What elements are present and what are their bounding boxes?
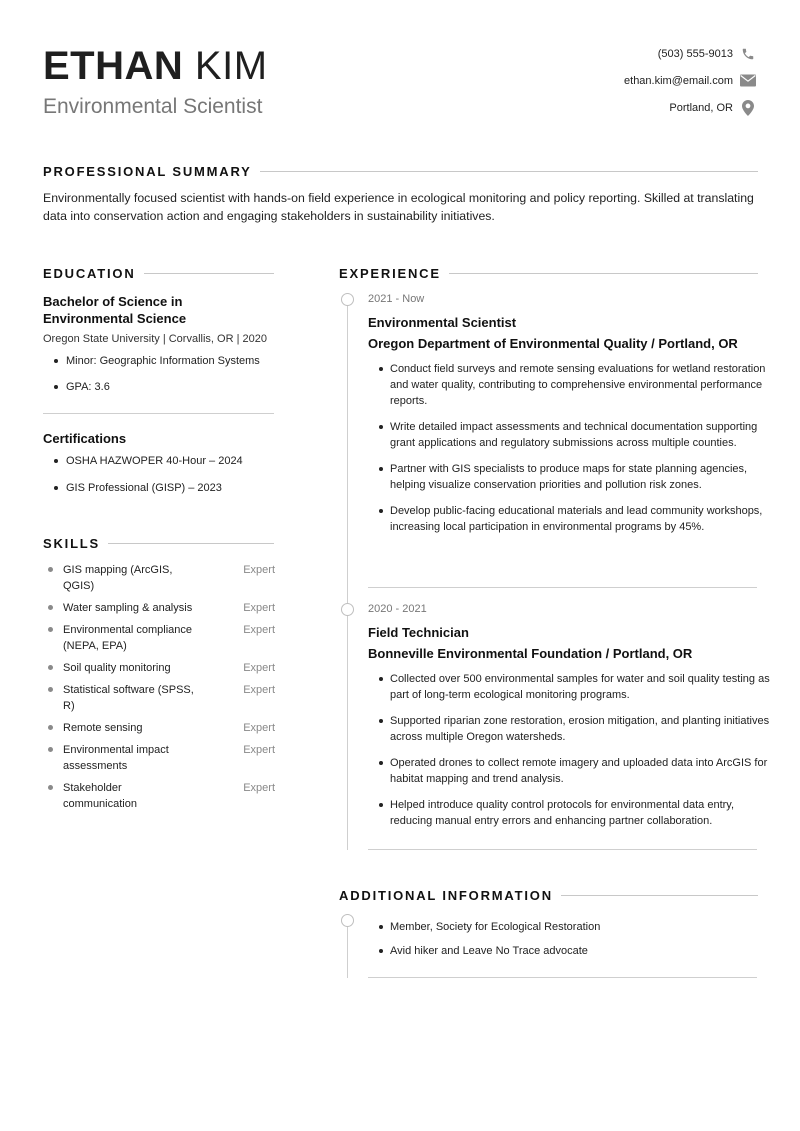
summary-heading-rule xyxy=(260,171,758,172)
skill-name: Remote sensing xyxy=(43,720,198,736)
contact-phone xyxy=(496,40,756,67)
last-name: KIM xyxy=(194,44,268,88)
job-role: Environmental Scientist xyxy=(368,315,517,330)
skill-name: Soil quality monitoring xyxy=(43,660,198,676)
phone-icon xyxy=(740,46,756,62)
list-item: Write detailed impact assessments and technical documentation supporting grant applications and regulatory submissions across multiple counties. xyxy=(368,419,773,451)
degree: Bachelor of Science in Environmental Science xyxy=(43,294,187,326)
skills-heading-rule xyxy=(108,543,274,544)
list-item: Minor: Geographic Information Systems xyxy=(43,354,278,368)
skill-name: Water sampling & analysis xyxy=(43,600,198,616)
additional-heading-rule xyxy=(561,895,758,896)
list-item: Collected over 500 environmental samples for water and soil quality testing as part of long-term ecological monitoring programs. xyxy=(368,671,773,703)
education-divider xyxy=(43,413,274,414)
list-item: Avid hiker and Leave No Trace advocate xyxy=(368,943,773,959)
contact-block xyxy=(496,40,756,121)
timeline-node xyxy=(341,914,354,927)
list-item: Conduct field surveys and remote sensing evaluations for wetland restoration and water quality, contributing to comprehensive environmental performance reports. xyxy=(368,361,773,409)
list-item: Supported riparian zone restoration, erosion mitigation, and planting initiatives across multiple Oregon watersheds. xyxy=(368,713,773,745)
summary-heading-text: PROFESSIONAL SUMMARY xyxy=(43,164,252,179)
list-item: Member, Society for Ecological Restoration xyxy=(368,919,773,935)
job-role: Field Technician xyxy=(368,625,469,640)
candidate-name xyxy=(43,44,268,88)
list-item: Partner with GIS specialists to produce maps for state planning agencies, helping visualize conservation priorities and pollution risk zones. xyxy=(368,461,773,493)
job-dates: 2021 - Now xyxy=(368,293,425,305)
contact-email xyxy=(496,67,756,94)
skill-row xyxy=(43,562,275,594)
job-divider xyxy=(368,587,757,588)
additional-divider xyxy=(368,977,757,978)
skill-name: Stakeholder communication xyxy=(43,780,198,812)
job-bullets xyxy=(368,671,773,829)
skill-name: Statistical software (SPSS, R) xyxy=(43,682,198,714)
list-item: Helped introduce quality control protocols for environmental data entry, reducing manual entry errors and enhancing partner collaboration. xyxy=(368,797,773,829)
school-line: Oregon State University | Corvallis, OR | 2020 xyxy=(43,333,267,345)
skill-row xyxy=(43,660,275,676)
skill-level: Expert xyxy=(243,662,275,674)
skill-level: Expert xyxy=(243,564,275,576)
contact-location xyxy=(496,94,756,121)
skill-level: Expert xyxy=(243,744,275,756)
job-organization: Oregon Department of Environmental Quality / Portland, OR xyxy=(368,336,738,351)
skills-list xyxy=(43,562,275,818)
education-heading-rule xyxy=(144,273,274,274)
job-organization: Bonneville Environmental Foundation / Portland, OR xyxy=(368,646,693,661)
email-text: ethan.kim@email.com xyxy=(624,74,733,87)
additional-timeline xyxy=(347,920,348,978)
experience-timeline xyxy=(347,300,348,850)
job-dates: 2020 - 2021 xyxy=(368,603,427,615)
skill-level: Expert xyxy=(243,782,275,794)
education-details xyxy=(43,354,278,406)
timeline-node xyxy=(341,293,354,306)
job-bullets xyxy=(368,361,773,535)
skills-heading xyxy=(43,536,274,551)
skill-row xyxy=(43,600,275,616)
location-text: Portland, OR xyxy=(669,101,733,114)
skill-level: Expert xyxy=(243,624,275,636)
education-heading-text: EDUCATION xyxy=(43,266,136,281)
summary-text: Environmentally focused scientist with hands-on field experience in ecological monitoring and policy reporting. Skilled at translating data into conservation action and engaging stakeholders in sustainability initiatives. xyxy=(43,191,754,223)
additional-heading xyxy=(339,888,758,903)
phone-text: (503) 555-9013 xyxy=(657,47,733,60)
certifications-heading: Certifications xyxy=(43,431,127,446)
list-item: GIS Professional (GISP) – 2023 xyxy=(43,481,278,495)
experience-heading-rule xyxy=(449,273,758,274)
skill-level: Expert xyxy=(243,722,275,734)
list-item: Develop public-facing educational materials and lead community workshops, increasing local participation in environmental programs by 45%. xyxy=(368,503,773,535)
timeline-node xyxy=(341,603,354,616)
first-name: ETHAN xyxy=(43,44,184,88)
skill-name: Environmental compliance (NEPA, EPA) xyxy=(43,622,198,654)
list-item: Operated drones to collect remote imagery and uploaded data into ArcGIS for habitat mapping and trend analysis. xyxy=(368,755,773,787)
list-item: OSHA HAZWOPER 40-Hour – 2024 xyxy=(43,454,278,468)
skill-name: GIS mapping (ArcGIS, QGIS) xyxy=(43,562,198,594)
skill-row xyxy=(43,622,275,654)
skill-row xyxy=(43,720,275,736)
location-icon xyxy=(740,100,756,116)
additional-list xyxy=(368,919,773,959)
skill-level: Expert xyxy=(243,684,275,696)
job-divider xyxy=(368,849,757,850)
skill-row xyxy=(43,742,275,774)
skills-heading-text: SKILLS xyxy=(43,536,101,551)
experience-heading-text: EXPERIENCE xyxy=(339,266,441,281)
additional-heading-text: ADDITIONAL INFORMATION xyxy=(339,888,553,903)
skill-level: Expert xyxy=(243,602,275,614)
skill-row xyxy=(43,682,275,714)
email-icon xyxy=(740,73,756,89)
job-title: Environmental Scientist xyxy=(43,95,263,118)
summary-heading xyxy=(43,164,758,179)
experience-heading xyxy=(339,266,758,281)
education-heading xyxy=(43,266,274,281)
skill-row xyxy=(43,780,275,812)
skill-name: Environmental impact assessments xyxy=(43,742,198,774)
list-item: GPA: 3.6 xyxy=(43,380,278,394)
certifications-list xyxy=(43,454,278,508)
